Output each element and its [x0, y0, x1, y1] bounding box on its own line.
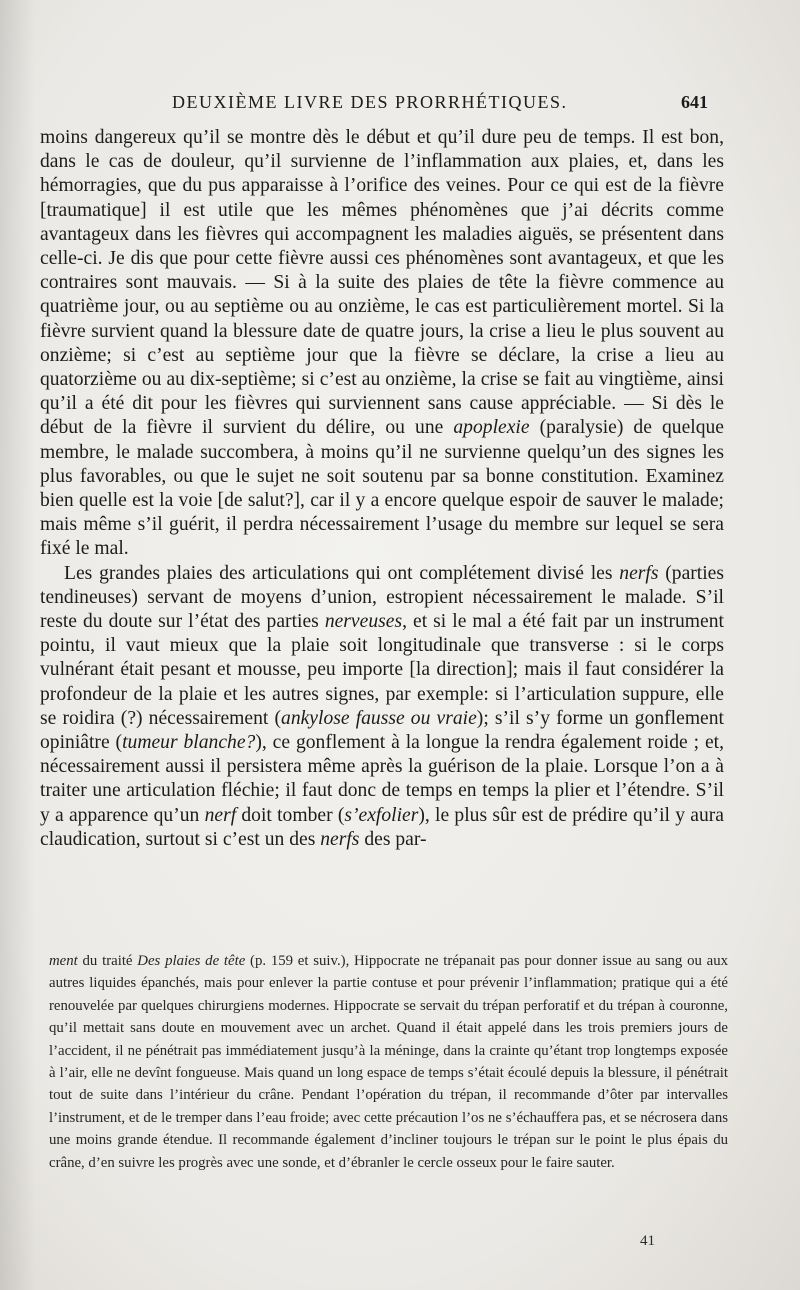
main-text	[40, 126, 724, 852]
text-run: du traité	[77, 953, 138, 969]
italic-run: apoplexie	[453, 417, 530, 439]
italic-run: nerfs	[619, 562, 659, 584]
italic-run: ment	[49, 953, 78, 969]
italic-run: Des plaies de tête	[137, 953, 246, 969]
text-run: Les grandes plaies des articulations qui ont complétement divisé les	[64, 562, 620, 584]
text-run: ); s’il s’y forme un gonflement opiniâtre (	[40, 707, 724, 754]
page-number: 641	[681, 92, 708, 112]
text-run: (paralysie) de quelque membre, le malade succombera, à moins qu’il ne survienne quelqu’un des signes les plus favorables, ou que le sujet ne soit soutenu par sa bonne constitution. Examinez bien quelle est la voie [de salut?], car il y a encore quelque espoir de sauver le malade; mais même s’il guérit, il perdra nécessairement l’usage du membre sur lequel se sera fixé le mal.	[40, 417, 724, 560]
footnote-text	[49, 950, 728, 1174]
text-run: des par-	[359, 828, 427, 850]
text-run: ), le plus sûr est de prédire qu’il y aura claudication, surtout si c’est un des	[40, 804, 724, 850]
running-header	[172, 92, 708, 116]
italic-run: ankylose fausse ou vraie	[281, 707, 477, 729]
signature-mark: 41	[640, 1233, 655, 1249]
paragraph-2	[40, 562, 724, 852]
text-run: moins dangereux qu’il se montre dès le début et qu’il dure peu de temps. Il est bon, dans le cas de douleur, qu’il survienne de l’inflammation aux plaies, et, dans les hémorragies, que du pus apparaisse à l’orifice des veines. Pour ce qui est de la fièvre [traumatique] il est utile que les mêmes phénomènes que j’ai décrits comme avantageux dans les fièvres qui accompagnent les maladies aiguës, se présentent dans celle-ci. Je dis que pour cette fièvre aussi ces phénomènes sont avantageux, et que les contraires sont mauvais. — Si à la suite des plaies de tête la fièvre commence au quatrième jour, ou au septième ou au onzième, le cas est particulièrement mortel. Si la fièvre survient quand la blessure date de quatre jours, la crise a lieu le plus souvent au onzième; si c’est au septième jour que la fièvre se déclare, la crise a lieu au quatorzième ou au dix-septième; si c’est au onzième, la crise se fait au vingtième, ainsi qu’il a été dit pour les fièvres qui surviennent sans cause appréciable. — Si dès le début de la fièvre il survient du délire, ou une	[40, 127, 724, 439]
italic-run: nerf	[204, 804, 237, 826]
text-run: , et si le mal a été fait par un instrument pointu, il vaut mieux que la plaie soit longitudinale que transverse : si le corps vulnérant était pesant et mousse, peu importe [la direction]; mais il faut considérer la profondeur de la plaie et les autres signes, par exemple: si l’articulation suppure, elle se roidira (?) nécessairement (	[40, 611, 724, 729]
italic-run: tumeur blanche?	[122, 732, 256, 754]
running-title: DEUXIÈME LIVRE DES PRORRHÉTIQUES.	[172, 92, 568, 112]
paragraph-1	[40, 126, 724, 562]
italic-run: nerveuses	[324, 611, 403, 633]
text-run: ), ce gonflement à la longue la rendra également roide ; et, nécessairement aussi il persistera même après la guérison de la plaie. Lorsque l’on a à traiter une articulation fléchie; il faut donc de temps en temps la plier et l’étendre. S’il y a apparence qu’un	[40, 732, 724, 826]
spine-shadow	[0, 0, 36, 1290]
footnote	[49, 950, 728, 1174]
text-run: doit tomber (	[236, 804, 345, 826]
italic-run: nerfs	[320, 828, 360, 850]
italic-run: s’exfolier	[344, 804, 419, 826]
text-run: (p. 159 et suiv.), Hippocrate ne trépanait pas pour donner issue au sang ou aux autres liquides épanchés, mais pour enlever la partie contuse et pour prévenir l’inflammation; pratique qui a été renouvelée par quelques chirurgiens modernes. Hippocrate se servait du trépan perforatif et du trépan à couronne, qu’il mettait sans doute en mouvement avec un archet. Quand il était appelé dans les trois premiers jours de l’accident, il ne pénétrait pas immédiatement jusqu’à la méninge, dans la crainte qu’étant trop longtemps exposée à l’air, elle ne devînt fongueuse. Mais quand un long espace de temps s’était écoulé depuis la blessure, il pénétrait tout de suite dans l’intérieur du crâne. Pendant l’opération du trépan, il recommande d’ôter par intervalles l’instrument, et de le tremper dans l’eau froide; avec cette précaution l’os ne s’échauffera pas, et se nécrosera dans une moins grande étendue. Il recommande également d’incliner toujours le trépan sur le point le plus épais du crâne, d’en suivre les progrès avec une sonde, et d’ébranler le cercle osseux pour le faire sauter.	[49, 953, 728, 1171]
text-run: (parties tendineuses) servant de moyens d’union, estropient nécessairement le malade. S’il reste du doute sur l’état des parties	[40, 562, 724, 633]
